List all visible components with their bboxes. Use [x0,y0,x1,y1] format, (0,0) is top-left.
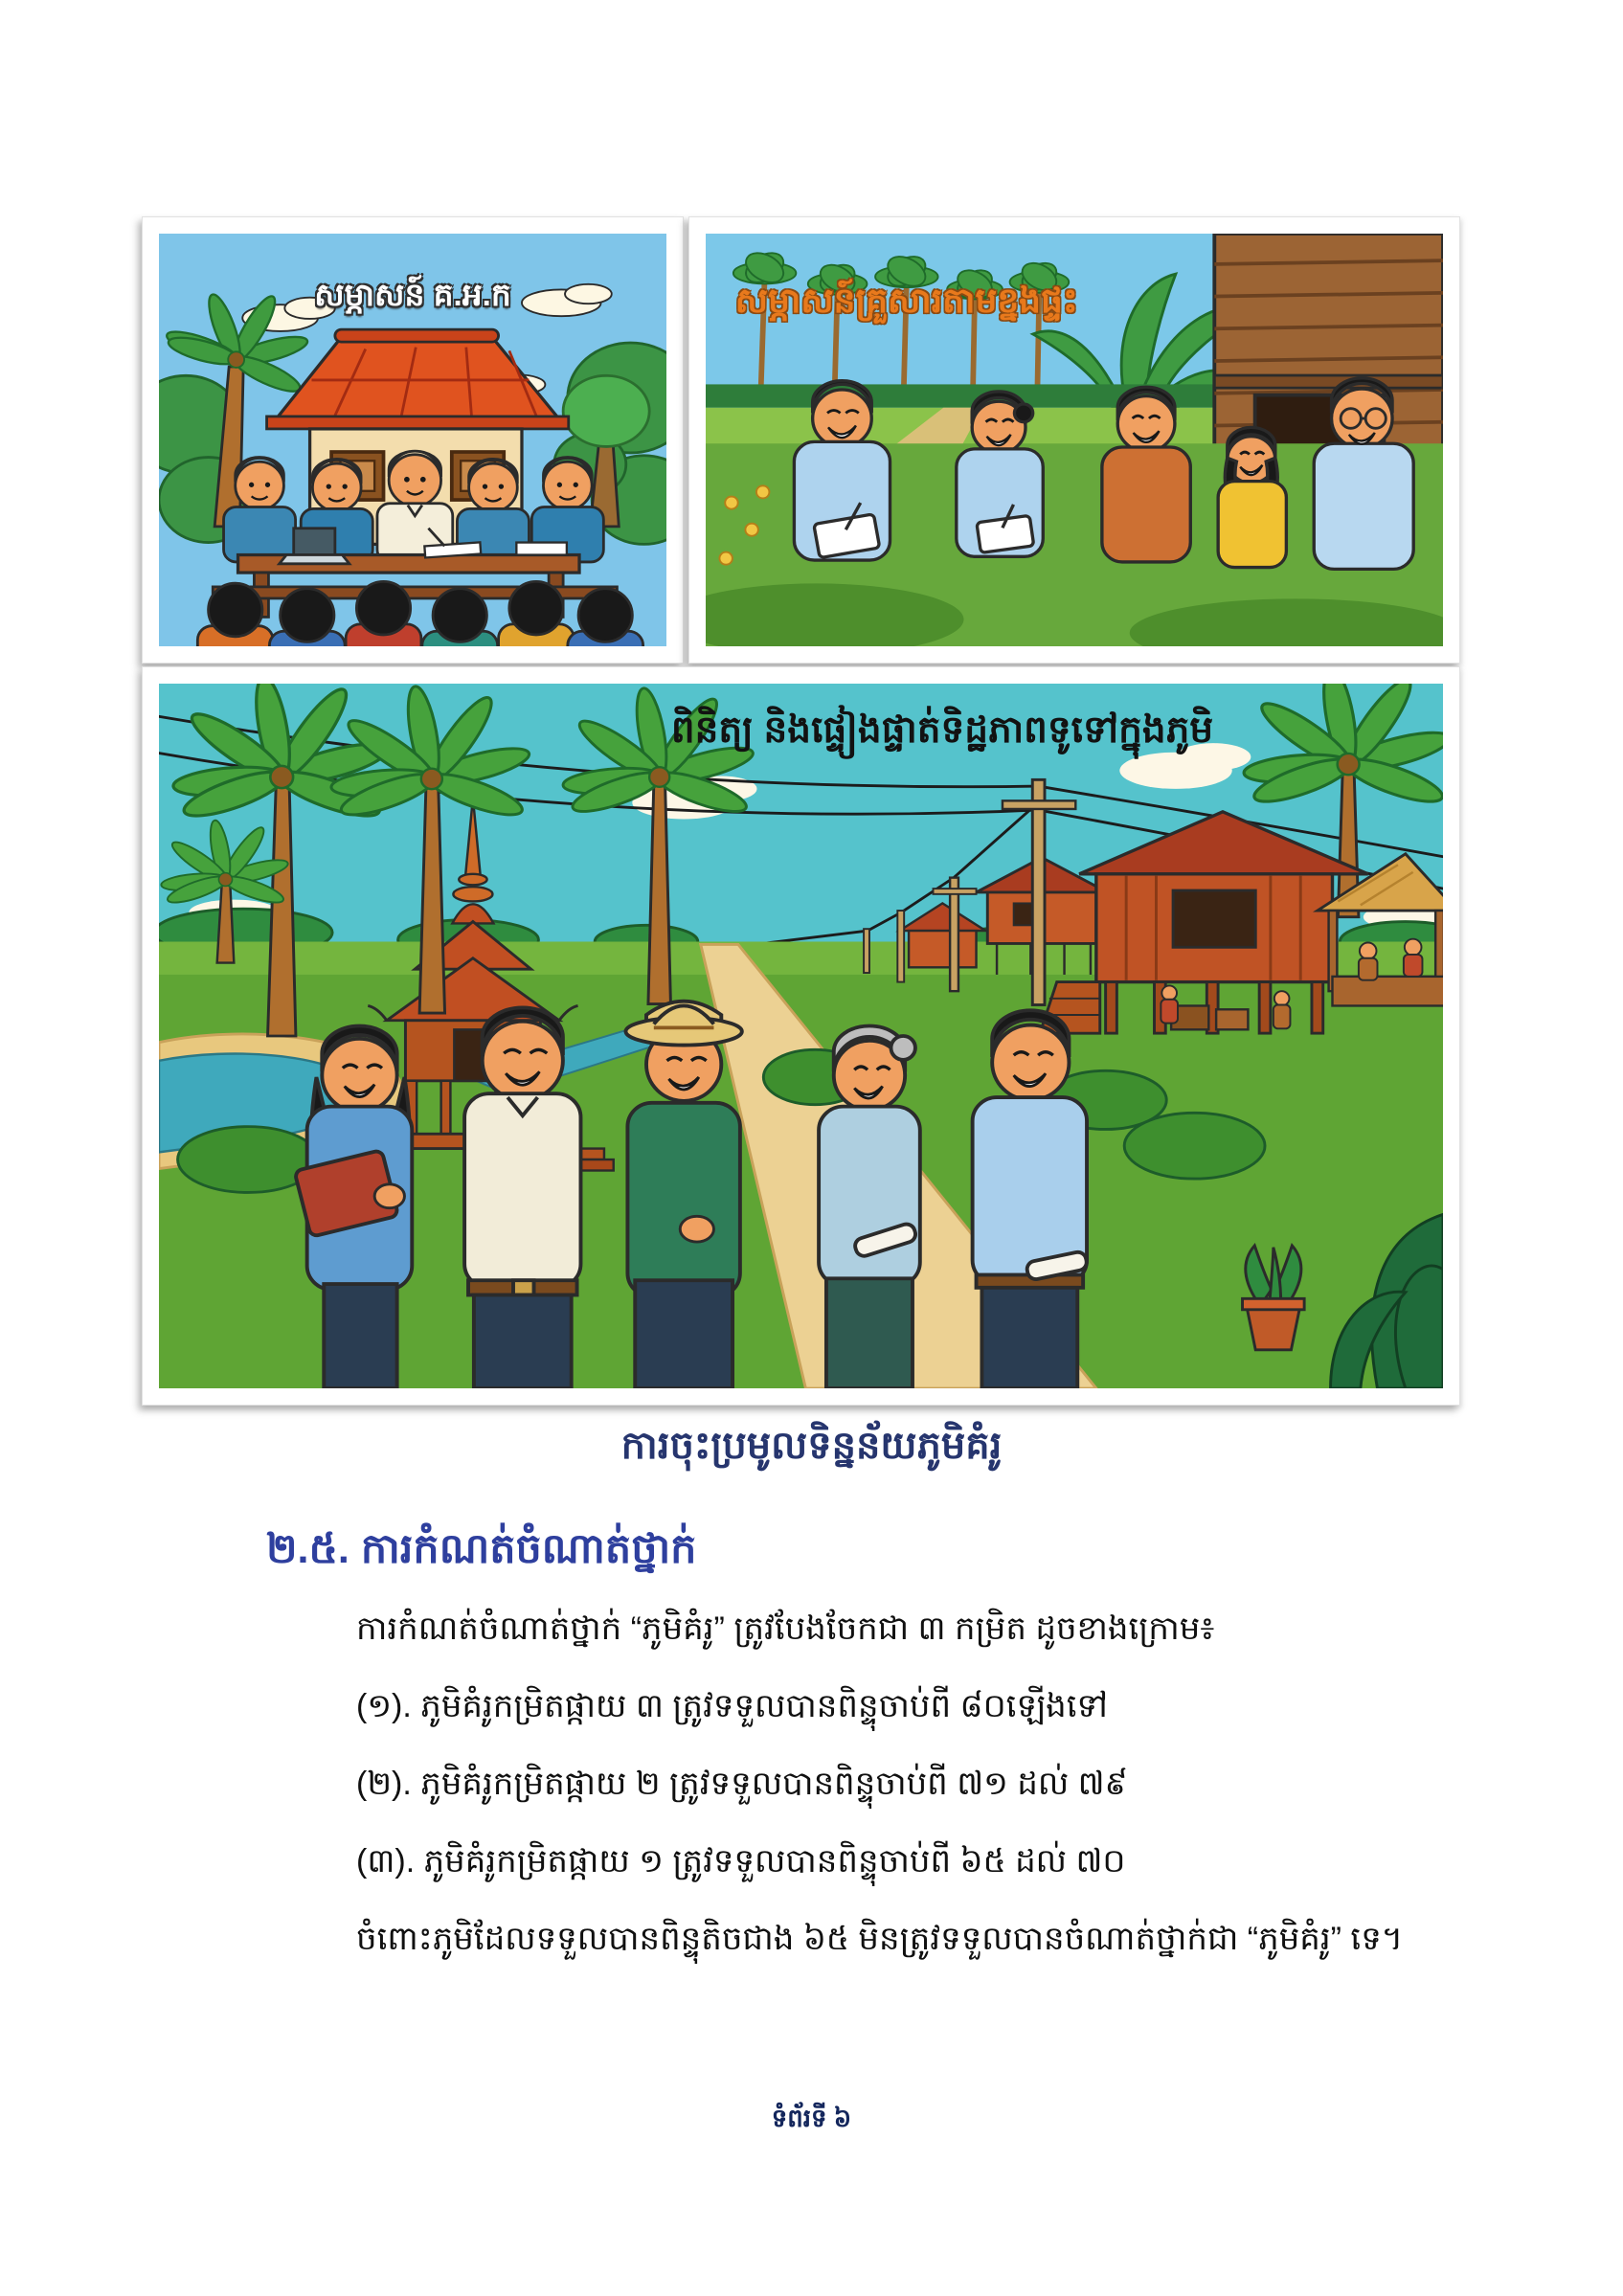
village-scene-svg [159,684,1443,1388]
figure-caption: ការចុះប្រមូលទិន្នន័យភូមិគំរូ [620,1425,1003,1467]
figure-household-interview [688,216,1460,664]
classification-item-2: (២). ភូមិគំរូកម្រិតផ្កាយ ២ ត្រូវទទួលបានពិន្ទុចាប់ពី ៧១ ដល់ ៧៩ [356,1766,1128,1802]
classification-item-3: (៣). ភូមិគំរូកម្រិតផ្កាយ ១ ត្រូវទទួលបានពិន្ទុចាប់ពី ៦៥ ដល់ ៧០ [356,1843,1126,1880]
figure-village-overview [142,666,1460,1406]
section-heading: ២.៥. ការកំណត់ចំណាត់ថ្នាក់ [266,1526,697,1572]
household-interview-illustration [706,234,1443,646]
section-intro: ការកំណត់ចំណាត់ថ្នាក់ “ភូមិគំរូ” ត្រូវបែងចែកជា ៣ កម្រិត ដូចខាងក្រោម៖ [356,1610,1215,1647]
section-note: ចំពោះភូមិដែលទទួលបានពិន្ទុតិចជាង ៦៥ មិនត្រូវទទួលបានចំណាត់ថ្នាក់ជា “ភូមិគំរូ” ទេ។ [356,1921,1404,1957]
classification-item-1: (១). ភូមិគំរូកម្រិតផ្កាយ ៣ ត្រូវទទួលបានពិន្ទុចាប់ពី ៨០ឡើងទៅ [356,1688,1108,1724]
page-number: ទំព័រទី ៦ [771,2104,852,2132]
meeting-illustration [159,234,666,646]
meeting-banner-text: សម្ភាសន៍ គ.អ.ក [314,276,511,312]
figure-meeting [142,216,684,664]
household-banner-text: សម្ភាសន៍គ្រួសារតាមខ្នងផ្ទះ [734,281,1078,321]
village-banner-text: ពិនិត្យ និងផ្ទៀងផ្ទាត់ទិដ្ឋភាពទូទៅក្នុងភូមិ [670,709,1214,751]
village-overview-illustration [159,684,1443,1388]
